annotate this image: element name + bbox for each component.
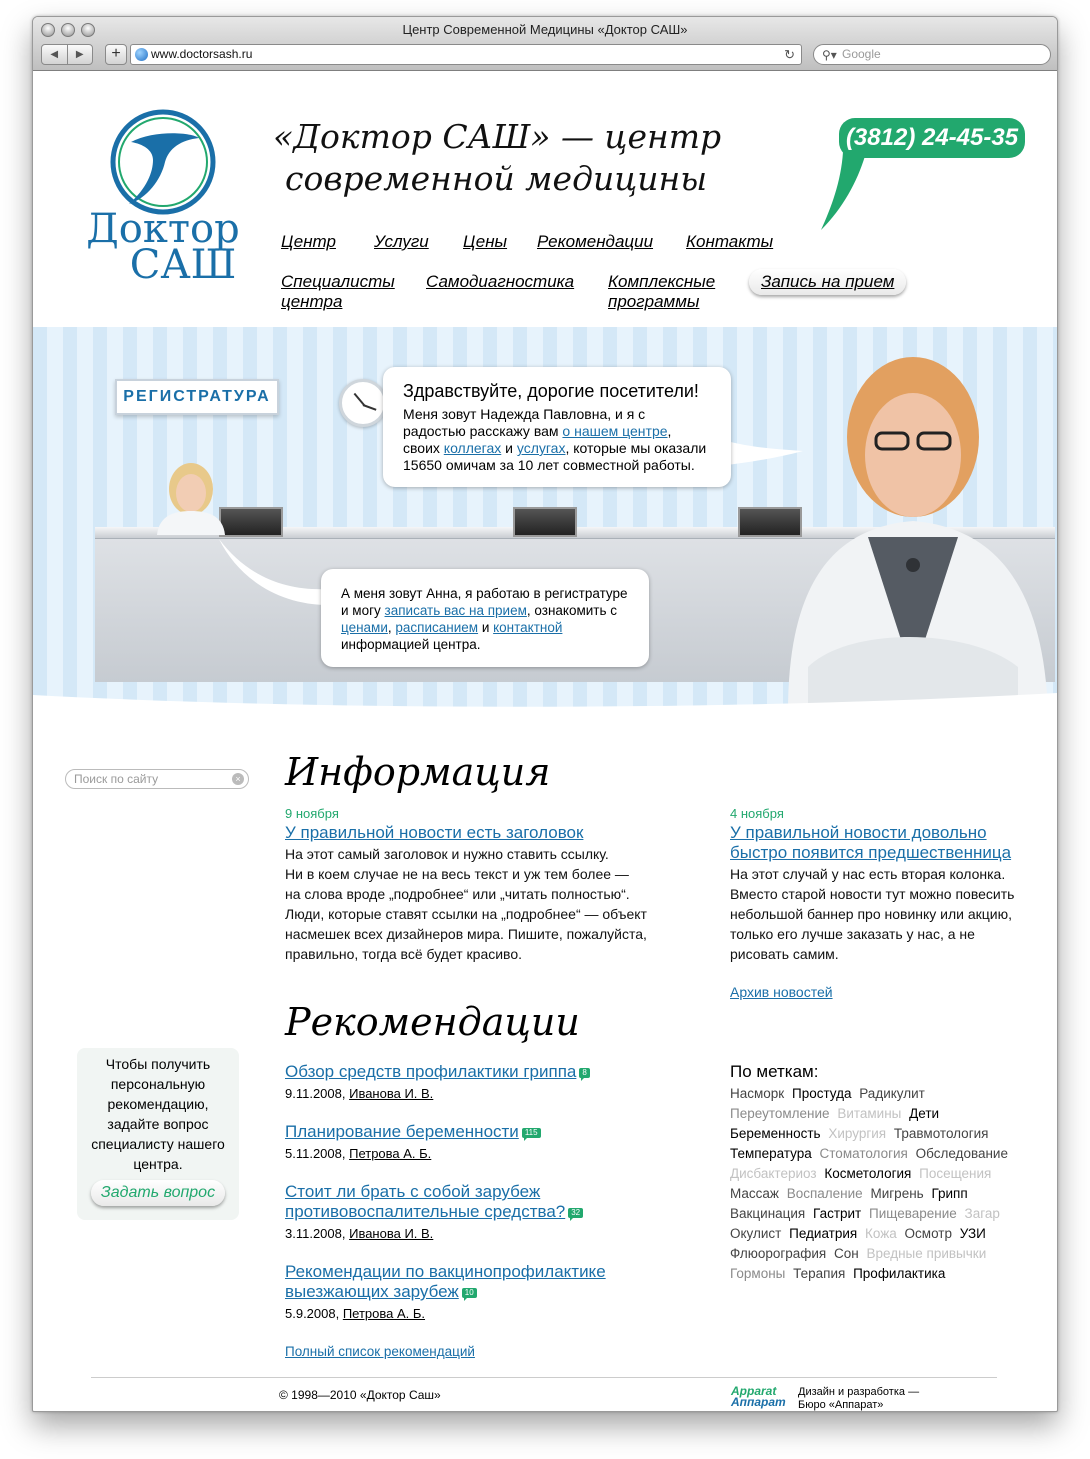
nav-prices[interactable]: Цены [463, 232, 508, 251]
comment-count-badge[interactable]: 8 [579, 1068, 589, 1078]
wall-clock-icon [339, 379, 387, 427]
ask-question-box [77, 1048, 239, 1220]
doctor-text-2: , своих [403, 423, 672, 456]
ask-question-button[interactable]: Задать вопрос [91, 1180, 225, 1206]
recommendations-heading: Рекомендации [285, 1000, 580, 1044]
recommendation-date: 5.11.2008, [285, 1146, 350, 1161]
doctor-greeting: Здравствуйте, дорогие посетители! [403, 381, 699, 401]
news-1-title-link[interactable]: У правильной новости есть заголовок [285, 823, 584, 842]
news-2-line: небольшой баннер про новинку или акцию, [730, 906, 1013, 922]
browser-search-input[interactable] [813, 44, 1051, 65]
recommendation-item [285, 1122, 645, 1164]
news-2-line: Вместо старой новости тут можно повесить [730, 886, 1015, 902]
news-2-line: На этот случай у нас есть вторая колонка. [730, 866, 1006, 882]
site-logo[interactable] [73, 102, 253, 282]
add-bookmark-button[interactable]: + [105, 44, 127, 65]
hero-bottom-curve [33, 677, 1057, 712]
logo-word-bottom: САШ [129, 242, 237, 282]
tag-link[interactable]: Травмотология [893, 1126, 989, 1141]
history-buttons [41, 44, 93, 65]
anna-text-3: , [387, 620, 396, 635]
news-2-body [730, 864, 1014, 964]
anna-text-1: А меня зовут Анна, я работаю в регистратуре и могу [341, 586, 628, 618]
recommendation-title-link[interactable] [285, 1182, 565, 1221]
tag-link[interactable]: Осмотр [904, 1226, 952, 1241]
tag-link[interactable]: Переутомление [730, 1106, 830, 1121]
tag-link[interactable]: Беременность [730, 1126, 821, 1141]
back-button[interactable]: ◀ [42, 45, 68, 64]
prices-link[interactable]: ценами [341, 620, 388, 635]
globe-icon [135, 48, 148, 61]
news-2-title-line-2: быстро появится предшественница [730, 843, 1012, 862]
nav-services[interactable]: Услуги [374, 232, 429, 251]
news-2-title-line-1: У правильной новости довольно [730, 823, 987, 842]
phone-number[interactable]: (3812) 24-45-35 [839, 118, 1025, 158]
apparat-logo[interactable] [731, 1386, 786, 1408]
anna-text-4: и [478, 620, 494, 635]
full-recommendations-link[interactable]: Полный список рекомендаций [285, 1344, 475, 1359]
page-content [33, 72, 1057, 1412]
window-title: Центр Современной Медицины «Доктор САШ» [402, 22, 688, 37]
recommendation-title-line-2: выезжающих зарубеж [285, 1282, 459, 1301]
doctor-photo [768, 337, 1057, 712]
site-search-input[interactable] [65, 769, 249, 789]
recommendation-title-link[interactable]: Планирование беременности [285, 1122, 519, 1141]
appointment-button[interactable]: Запись на прием [749, 269, 906, 295]
comment-count-badge[interactable]: 115 [522, 1128, 541, 1138]
contact-info-link[interactable]: контактной [493, 620, 563, 635]
reload-icon[interactable]: ↻ [784, 47, 795, 62]
news-archive-link[interactable]: Архив новостей [730, 984, 833, 1000]
news-1-line: Люди, которые ставят ссылки на „подробнее“ — объект [285, 906, 647, 922]
tag-link[interactable]: Простуда [791, 1086, 852, 1101]
forward-button[interactable]: ▶ [75, 49, 84, 60]
tag-link[interactable]: УЗИ [959, 1226, 986, 1241]
tag-link[interactable]: Косметология [824, 1166, 912, 1181]
tag-link[interactable]: Гормоны [730, 1266, 786, 1281]
tagline-line-2: современной медицины [285, 159, 708, 198]
browser-search-placeholder: Google [842, 47, 881, 61]
services-link[interactable]: услугах [516, 440, 566, 456]
doctor-text-1: Меня зовут Надежда Павловна, и я с радостью расскажу вам [403, 406, 646, 439]
recommendation-meta [285, 1304, 645, 1324]
nav-contacts[interactable]: Контакты [686, 232, 774, 251]
tag-link[interactable]: Стоматология [819, 1146, 908, 1161]
tag-link[interactable]: Загар [964, 1206, 1000, 1221]
site-search-placeholder: Поиск по сайту [74, 772, 159, 786]
nav-complex-programs[interactable] [608, 272, 715, 312]
tag-link[interactable]: Флюорография [730, 1246, 827, 1261]
book-appointment-link[interactable]: записать вас на прием [384, 603, 527, 618]
tag-link[interactable]: Массаж [730, 1186, 779, 1201]
about-center-link[interactable]: о нашем центре [562, 423, 668, 439]
nav-specialists-line-1: Специалисты [281, 272, 395, 291]
recommendation-item [285, 1062, 645, 1104]
recommendation-item [285, 1262, 645, 1324]
copyright: © 1998—2010 «Доктор Саш» [279, 1388, 441, 1402]
recommendation-date: 9.11.2008, [285, 1086, 350, 1101]
search-icon: ⚲▾ [822, 48, 837, 62]
apparat-logo-cyrillic: Аппарат [731, 1395, 786, 1409]
browser-toolbar [33, 17, 1057, 71]
browser-window [32, 16, 1058, 1412]
tag-link[interactable]: Насморк [730, 1086, 785, 1101]
nav-complex-line-1: Комплексные [608, 272, 716, 291]
news-1-line: насмешек всех дизайнеров мира. Пишите, пожалуйста, [285, 926, 647, 942]
receptionist-photo [151, 455, 231, 535]
news-1-line: на слова вроде „подробнее“ или „читать полностью“. [285, 886, 630, 902]
news-2-date: 4 ноября [730, 806, 784, 821]
tag-link[interactable]: Дисбактериоз [730, 1166, 817, 1181]
clear-search-icon[interactable]: × [232, 773, 244, 785]
anna-text-2: , ознакомить с [526, 603, 618, 618]
tag-link[interactable]: Терапия [793, 1266, 846, 1281]
tag-link[interactable]: Грипп [931, 1186, 968, 1201]
schedule-link[interactable]: расписанием [395, 620, 479, 635]
reception-sign: РЕГИСТРАТУРА [115, 379, 279, 415]
tag-link[interactable]: Сон [834, 1246, 859, 1261]
news-2-line: рисовать самим. [730, 946, 839, 962]
doctor-text-4: , которые мы оказали 15650 омичам за 10 лет совместной работы. [403, 440, 707, 473]
tag-link[interactable]: Пищеварение [869, 1206, 957, 1221]
news-1-line: Ни в коем случае не на весь текст и уж тем более — [285, 866, 629, 882]
recommendation-title-line-1: Рекомендации по вакцинопрофилактике [285, 1262, 606, 1281]
url-text: www.doctorsash.ru [151, 47, 253, 61]
tag-link[interactable]: Профилактика [853, 1266, 946, 1281]
recommendation-date: 3.11.2008, [285, 1226, 350, 1241]
logo-word-top: Доктор [86, 206, 240, 252]
anna-text-5: информацией центра. [341, 637, 481, 652]
design-credit [798, 1386, 919, 1412]
nav-selfdiagnostics[interactable]: Самодиагностика [426, 272, 575, 291]
tag-link[interactable]: Педиатрия [789, 1226, 858, 1241]
phone-bubble-tail [813, 152, 893, 232]
monitor-2 [513, 507, 577, 537]
author-link[interactable]: Иванова И. В. [349, 1226, 434, 1241]
recommendation-meta [285, 1084, 645, 1104]
tag-link[interactable]: Вредные привычки [866, 1246, 987, 1261]
credit-line-1: Дизайн и разработка — [798, 1386, 920, 1398]
author-link[interactable]: Петрова А. Б. [342, 1306, 426, 1321]
tags-heading: По меткам: [730, 1062, 819, 1081]
tagline-line-1: «Доктор САШ» — центр [273, 117, 722, 156]
ask-question-text: Чтобы получить персональную рекомендацию, задайте вопрос специалисту нашего центра. [91, 1056, 225, 1172]
news-2-title-link[interactable] [730, 823, 1011, 863]
footer-divider [91, 1377, 997, 1378]
news-1-line: правильно, тогда всё будет красиво. [285, 946, 523, 962]
tag-link[interactable]: Мигрень [870, 1186, 924, 1201]
tag-link[interactable]: Обследование [915, 1146, 1008, 1161]
studio-link[interactable]: Бюро «Аппарат» [798, 1399, 884, 1411]
tag-link[interactable]: Хирургия [828, 1126, 887, 1141]
comment-count-badge[interactable]: 10 [462, 1288, 477, 1298]
recommendation-item [285, 1182, 645, 1244]
nav-center[interactable]: Центр [281, 232, 336, 251]
tag-link[interactable]: Кожа [865, 1226, 897, 1241]
nav-complex-line-2: программы [608, 292, 700, 311]
nav-specialists[interactable] [281, 272, 395, 312]
news-1-date: 9 ноября [285, 806, 339, 821]
hero-banner [33, 327, 1057, 712]
nav-specialists-line-2: центра [281, 292, 343, 311]
recommendation-title-link[interactable]: Обзор средств профилактики гриппа [285, 1062, 577, 1081]
receptionist-speech-bubble [321, 569, 649, 667]
tag-link[interactable]: Температура [730, 1146, 812, 1161]
author-link[interactable]: Иванова И. В. [349, 1086, 434, 1101]
tag-link[interactable]: Витамины [837, 1106, 902, 1121]
tag-link[interactable]: Гастрит [813, 1206, 862, 1221]
recommendation-title-link[interactable] [285, 1262, 606, 1301]
colleagues-link[interactable]: коллегах [443, 440, 502, 456]
site-tagline [273, 116, 721, 200]
tag-link[interactable]: Радикулит [859, 1086, 925, 1101]
tag-link[interactable]: Окулист [730, 1226, 782, 1241]
comment-count-badge[interactable]: 32 [568, 1208, 583, 1218]
author-link[interactable]: Петрова А. Б. [349, 1146, 432, 1161]
tag-cloud [730, 1084, 1030, 1284]
recommendation-meta [285, 1144, 645, 1164]
tag-link[interactable]: Посещения [919, 1166, 992, 1181]
tag-link[interactable]: Вакцинация [730, 1206, 806, 1221]
recommendation-title-line-2: противовоспалительные средства? [285, 1202, 566, 1221]
recommendation-date: 5.9.2008, [285, 1306, 343, 1321]
receptionist-bubble-tail [219, 539, 329, 609]
news-1-line: На этот самый заголовок и нужно ставить ссылку. [285, 846, 609, 862]
doctor-text-3: и [501, 440, 517, 456]
recommendation-meta [285, 1224, 645, 1244]
recommendation-title-line-1: Стоит ли брать с собой зарубеж [285, 1182, 541, 1201]
logo-mark [129, 133, 199, 204]
news-2-line: только его лучше заказать у нас, а не [730, 926, 975, 942]
address-bar[interactable] [130, 44, 802, 65]
tag-link[interactable]: Воспаление [786, 1186, 863, 1201]
news-1-body [285, 844, 647, 964]
doctor-speech-bubble [383, 367, 731, 487]
nav-recommendations[interactable]: Рекомендации [537, 232, 654, 251]
tag-link[interactable]: Дети [909, 1106, 940, 1121]
apparat-logo-latin: Apparat [731, 1384, 777, 1398]
info-heading: Информация [285, 750, 551, 794]
